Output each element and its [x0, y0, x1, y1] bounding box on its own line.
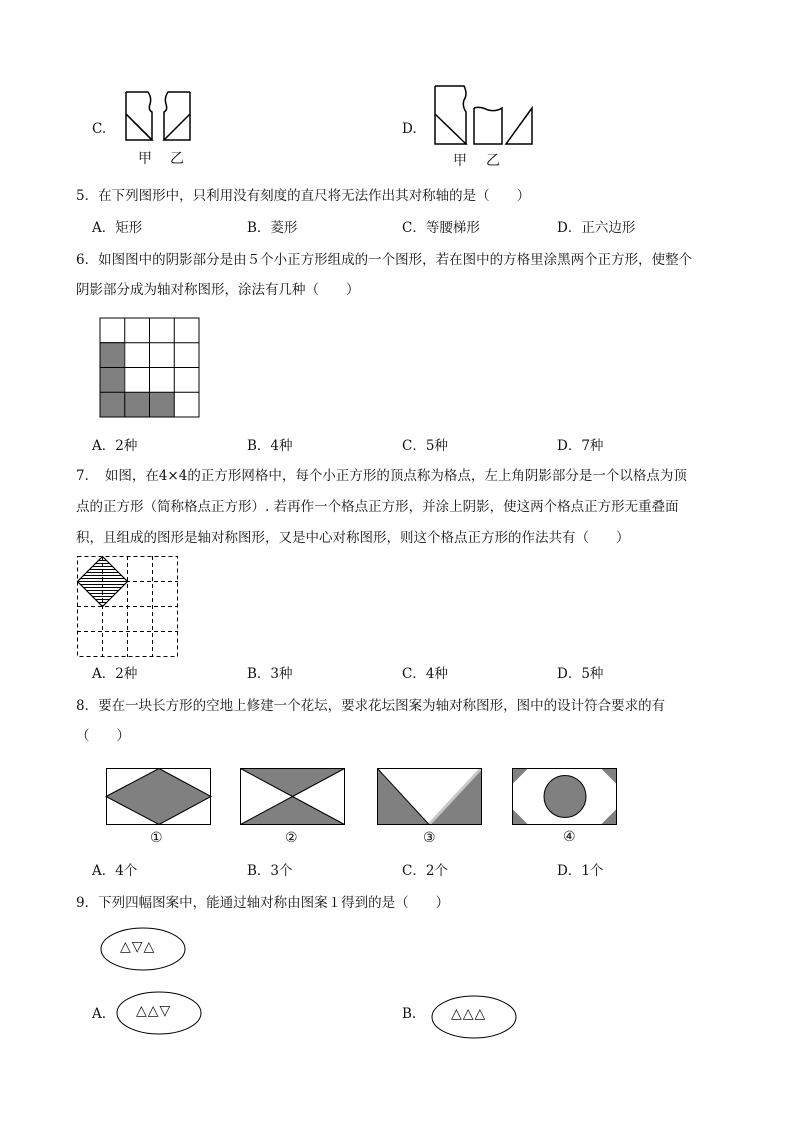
q8-design-4: [512, 768, 618, 826]
q4-option-d-figure: [432, 84, 537, 146]
q6-grid-figure: [100, 318, 204, 418]
q8-stem-line2: （ ）: [76, 728, 130, 744]
q5-option-a: A．矩形: [92, 220, 143, 236]
q8-option-a: A．4个: [92, 863, 138, 879]
q7-stem-line3: 积，且组成的图形是轴对称图形，又是中心对称图形，则这个格点正方形的作法共有（ ）: [76, 530, 630, 546]
q9-option-a-shapes: △△▽: [136, 1003, 172, 1019]
q6-option-d: D．7种: [557, 438, 604, 454]
q5-option-b: B．菱形: [247, 220, 298, 236]
q8-design-3: [377, 768, 483, 826]
q8-option-c: C．2个: [402, 863, 448, 879]
q7-option-b: B．3种: [247, 666, 293, 682]
q5-option-c: C．等腰梯形: [402, 220, 480, 236]
q5-option-d: D．正六边形: [557, 220, 636, 236]
q7-dashed-grid-figure: [77, 556, 179, 658]
q8-option-b: B．3个: [247, 863, 293, 879]
q9-option-b-label: B.: [402, 1006, 417, 1022]
q6-stem-line2: 阴影部分成为轴对称图形，涂法有几种（ ）: [76, 282, 360, 298]
q4-option-c-figure: [124, 90, 194, 142]
q8-stem-line1: 8．要在一块长方形的空地上修建一个花坛，要求花坛图案为轴对称图形，图中的设计符合要求的有: [76, 698, 666, 714]
q4-option-c-label: C.: [92, 121, 107, 137]
q4-c-jia: 甲: [138, 151, 152, 167]
q6-option-b: B．4种: [247, 438, 293, 454]
q9-pattern1-shapes: △▽△: [120, 939, 156, 955]
q8-label-2: ②: [285, 830, 298, 846]
q4-d-jia: 甲: [453, 153, 467, 169]
q9-option-a-label: A.: [92, 1006, 107, 1022]
q4-d-yi: 乙: [486, 153, 500, 169]
q7-option-a: A．2种: [92, 666, 138, 682]
q5-stem: 5．在下列图形中，只利用没有刻度的直尺将无法作出其对称轴的是（ ）: [76, 188, 531, 204]
q6-stem-line1: 6．如图图中的阴影部分是由５个小正方形组成的一个图形，若在图中的方格里涂黑两个正方形，使整个: [76, 252, 693, 268]
q8-label-4: ④: [563, 829, 576, 845]
q6-option-c: C．5种: [402, 438, 448, 454]
q9-stem: 9．下列四幅图案中，能通过轴对称由图案１得到的是（ ）: [76, 895, 450, 911]
q7-option-d: D．5种: [557, 666, 604, 682]
q8-option-d: D．1个: [557, 863, 604, 879]
q8-label-3: ③: [423, 830, 436, 846]
q9-option-b-shapes: △△△: [451, 1006, 487, 1022]
q7-stem-line1: 7． 如图，在4×4的正方形网格中，每个小正方形的顶点称为格点，左上角阴影部分是一个以格点为顶: [76, 468, 687, 484]
q4-option-d-label: D.: [402, 121, 417, 137]
q6-option-a: A．2种: [92, 438, 138, 454]
q8-label-1: ①: [150, 830, 163, 846]
q8-design-1: [106, 768, 212, 826]
q7-option-c: C．4种: [402, 666, 448, 682]
q8-design-2: [240, 768, 346, 826]
q4-c-yi: 乙: [170, 151, 184, 167]
q7-stem-line2: 点的正方形（简称格点正方形）. 若再作一个格点正方形，并涂上阴影，使这两个格点正方形无重叠面: [76, 499, 679, 515]
